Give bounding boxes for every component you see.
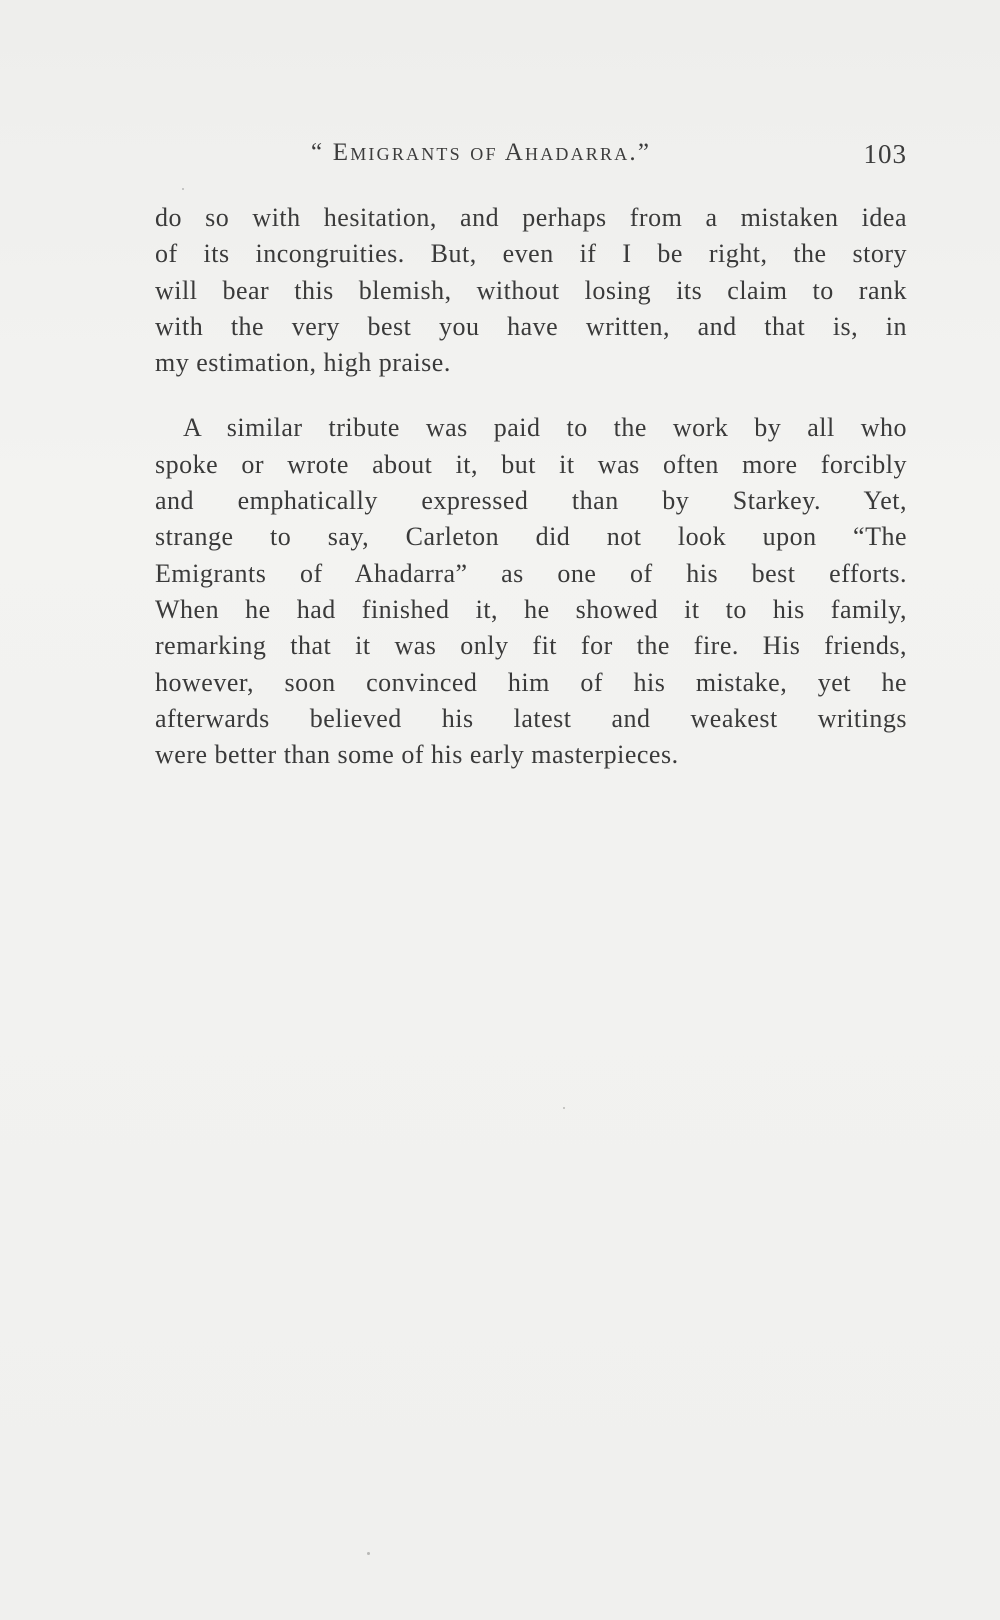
text-line: my estimation, high praise. <box>155 348 451 378</box>
paragraph-2 <box>155 410 907 773</box>
body-text <box>155 200 907 773</box>
text-line: do so with hesitation, and perhaps from a mistaken idea <box>155 203 907 232</box>
text-line: spoke or wrote about it, but it was often more forcibly <box>155 449 907 479</box>
text-line: will bear this blemish, without losing its claim to rank <box>155 275 907 305</box>
running-title: “ Emigrants of Ahadarra.” <box>311 139 652 166</box>
paper-speck <box>563 1107 565 1109</box>
paper-speck <box>182 188 184 190</box>
page-number: 103 <box>863 139 907 169</box>
text-line: afterwards believed his latest and weakest writings <box>155 703 907 733</box>
text-line: with the very best you have written, and that is, in <box>155 311 907 341</box>
text-line: of its incongruities. But, even if I be right, the story <box>155 239 907 269</box>
paragraph-1 <box>155 200 907 381</box>
text-line: remarking that it was only fit for the fire. His friends, <box>155 631 907 661</box>
text-line: strange to say, Carleton did not look upon “The <box>155 522 907 552</box>
text-line: When he had finished it, he showed it to his family, <box>155 594 907 624</box>
text-line: A similar tribute was paid to the work by all who <box>183 413 907 443</box>
paper-speck <box>367 1552 370 1555</box>
text-line: however, soon convinced him of his mistake, yet he <box>155 667 907 697</box>
text-line: Emigrants of Ahadarra” as one of his best efforts. <box>155 558 907 588</box>
text-line: and emphatically expressed than by Starkey. Yet, <box>155 486 907 516</box>
text-line: were better than some of his early masterpieces. <box>155 740 679 770</box>
running-head <box>155 139 907 179</box>
